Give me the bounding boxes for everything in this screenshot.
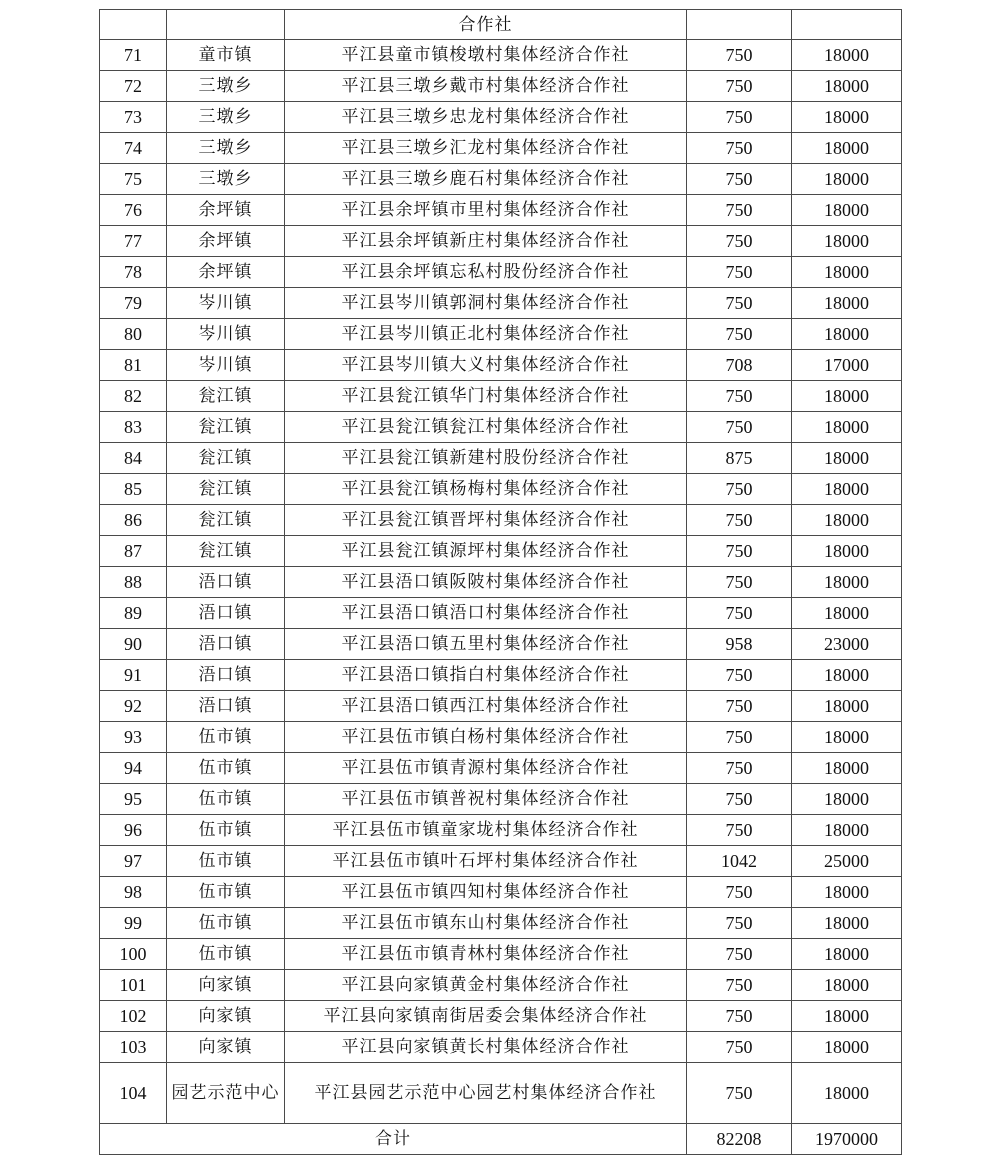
- cell-town: 浯口镇: [167, 691, 285, 722]
- cell-town: 伍市镇: [167, 784, 285, 815]
- cell-no: 75: [100, 164, 167, 195]
- cell-area: 750: [687, 660, 792, 691]
- cell-amount: 18000: [792, 195, 902, 226]
- cell-name: 平江县瓮江镇华门村集体经济合作社: [285, 381, 687, 412]
- cell-town: 伍市镇: [167, 753, 285, 784]
- cell-amount: 17000: [792, 350, 902, 381]
- cell-amount: 18000: [792, 71, 902, 102]
- cell-town: 浯口镇: [167, 598, 285, 629]
- cell-area: 750: [687, 474, 792, 505]
- table-row: [100, 784, 902, 815]
- cell-town: 瓮江镇: [167, 505, 285, 536]
- cell-no: 83: [100, 412, 167, 443]
- cell-area: 750: [687, 412, 792, 443]
- cell-name: 平江县瓮江镇杨梅村集体经济合作社: [285, 474, 687, 505]
- cell-amount: 18000: [792, 722, 902, 753]
- cell-town: 瓮江镇: [167, 381, 285, 412]
- cell-amount: 25000: [792, 846, 902, 877]
- table-row: [100, 1032, 902, 1063]
- cell-no: 90: [100, 629, 167, 660]
- cell-no: 88: [100, 567, 167, 598]
- cell-area: 750: [687, 753, 792, 784]
- table-row: [100, 195, 902, 226]
- cell-town: 岑川镇: [167, 350, 285, 381]
- cell-name: 平江县伍市镇普祝村集体经济合作社: [285, 784, 687, 815]
- table-row: [100, 536, 902, 567]
- cell-no: 77: [100, 226, 167, 257]
- table-row: [100, 505, 902, 536]
- cell-town: 余坪镇: [167, 257, 285, 288]
- cell-area: 750: [687, 1001, 792, 1032]
- cell-town: 向家镇: [167, 1001, 285, 1032]
- cell-no: 81: [100, 350, 167, 381]
- cell-name: 平江县余坪镇新庄村集体经济合作社: [285, 226, 687, 257]
- cell-town: 三墩乡: [167, 102, 285, 133]
- table-row: [100, 567, 902, 598]
- cell-amount: 18000: [792, 691, 902, 722]
- cell-amount: 18000: [792, 257, 902, 288]
- cell-name: 平江县瓮江镇晋坪村集体经济合作社: [285, 505, 687, 536]
- cell-amount: 18000: [792, 753, 902, 784]
- cell-no: 76: [100, 195, 167, 226]
- cell-town: 童市镇: [167, 40, 285, 71]
- cell-amount: 18000: [792, 288, 902, 319]
- cell-amount: 18000: [792, 102, 902, 133]
- total-row: [100, 1124, 902, 1155]
- cell-amount: 18000: [792, 40, 902, 71]
- table-row: [100, 474, 902, 505]
- cell-name: 平江县瓮江镇瓮江村集体经济合作社: [285, 412, 687, 443]
- cell-town: 伍市镇: [167, 877, 285, 908]
- cell-area: 708: [687, 350, 792, 381]
- cell-no: 78: [100, 257, 167, 288]
- table-row: [100, 102, 902, 133]
- table-row: [100, 443, 902, 474]
- cell-area: 750: [687, 536, 792, 567]
- table-row: [100, 412, 902, 443]
- cell-area: 750: [687, 257, 792, 288]
- cell-name: 平江县三墩乡忠龙村集体经济合作社: [285, 102, 687, 133]
- table-row: [100, 753, 902, 784]
- cell-area: 1042: [687, 846, 792, 877]
- cell-no: 87: [100, 536, 167, 567]
- cell-area: 750: [687, 71, 792, 102]
- cell-name: 合作社: [285, 10, 687, 40]
- cell-name: 平江县瓮江镇源坪村集体经济合作社: [285, 536, 687, 567]
- cell-area: 750: [687, 1063, 792, 1124]
- cell-no: 92: [100, 691, 167, 722]
- cell-no: 71: [100, 40, 167, 71]
- cell-name: 平江县向家镇南街居委会集体经济合作社: [285, 1001, 687, 1032]
- table-row: [100, 164, 902, 195]
- cell-name: 平江县伍市镇东山村集体经济合作社: [285, 908, 687, 939]
- cell-area: 750: [687, 722, 792, 753]
- table-row: [100, 970, 902, 1001]
- cell-area: 750: [687, 691, 792, 722]
- cell-no: 73: [100, 102, 167, 133]
- cell-town: 三墩乡: [167, 164, 285, 195]
- cell-area: 750: [687, 505, 792, 536]
- total-area: 82208: [687, 1124, 792, 1155]
- cell-no: 103: [100, 1032, 167, 1063]
- cell-town: 向家镇: [167, 1032, 285, 1063]
- cell-name: 平江县伍市镇叶石坪村集体经济合作社: [285, 846, 687, 877]
- table-row: [100, 288, 902, 319]
- cell-no: 94: [100, 753, 167, 784]
- cell-amount: 18000: [792, 319, 902, 350]
- cell-amount: 18000: [792, 784, 902, 815]
- cell-town: 瓮江镇: [167, 443, 285, 474]
- table-row: [100, 350, 902, 381]
- cell-no: 95: [100, 784, 167, 815]
- table-row: [100, 71, 902, 102]
- table-row: [100, 598, 902, 629]
- cell-no: 85: [100, 474, 167, 505]
- cell-no: 100: [100, 939, 167, 970]
- cell-no: 104: [100, 1063, 167, 1124]
- cell-town: 余坪镇: [167, 195, 285, 226]
- cell-amount: 18000: [792, 474, 902, 505]
- total-label: 合计: [100, 1124, 687, 1155]
- table-row: [100, 691, 902, 722]
- cell-name: 平江县童市镇梭墩村集体经济合作社: [285, 40, 687, 71]
- cell-amount: 18000: [792, 1063, 902, 1124]
- allocation-table-page: [99, 9, 901, 1155]
- cell-town: 岑川镇: [167, 319, 285, 350]
- table-body: [100, 10, 902, 1155]
- cell-town: [167, 10, 285, 40]
- cell-name: 平江县向家镇黄长村集体经济合作社: [285, 1032, 687, 1063]
- cell-town: 伍市镇: [167, 908, 285, 939]
- table-row: [100, 722, 902, 753]
- cell-name: 平江县岑川镇正北村集体经济合作社: [285, 319, 687, 350]
- cell-name: 平江县伍市镇青林村集体经济合作社: [285, 939, 687, 970]
- cell-amount: 18000: [792, 381, 902, 412]
- cell-town: 瓮江镇: [167, 474, 285, 505]
- table-row: [100, 877, 902, 908]
- table-row: [100, 257, 902, 288]
- cell-amount: 18000: [792, 660, 902, 691]
- cell-no: 80: [100, 319, 167, 350]
- cell-no: 102: [100, 1001, 167, 1032]
- cell-area: 750: [687, 598, 792, 629]
- cell-amount: 18000: [792, 815, 902, 846]
- cell-no: [100, 10, 167, 40]
- cell-area: 750: [687, 226, 792, 257]
- cell-amount: [792, 10, 902, 40]
- cell-amount: 23000: [792, 629, 902, 660]
- table-row: [100, 133, 902, 164]
- cell-name: 平江县伍市镇白杨村集体经济合作社: [285, 722, 687, 753]
- cell-name: 平江县三墩乡汇龙村集体经济合作社: [285, 133, 687, 164]
- cell-area: 750: [687, 164, 792, 195]
- cell-name: 平江县浯口镇五里村集体经济合作社: [285, 629, 687, 660]
- table-row: [100, 1001, 902, 1032]
- table-row: [100, 1063, 902, 1124]
- cell-amount: 18000: [792, 567, 902, 598]
- cell-town: 瓮江镇: [167, 536, 285, 567]
- cell-amount: 18000: [792, 877, 902, 908]
- cell-no: 98: [100, 877, 167, 908]
- cell-area: 750: [687, 567, 792, 598]
- cell-name: 平江县浯口镇浯口村集体经济合作社: [285, 598, 687, 629]
- cell-area: 750: [687, 784, 792, 815]
- cell-town: 岑川镇: [167, 288, 285, 319]
- table-row: [100, 40, 902, 71]
- cell-town: 瓮江镇: [167, 412, 285, 443]
- cell-amount: 18000: [792, 226, 902, 257]
- cell-no: 74: [100, 133, 167, 164]
- continued-row: [100, 10, 902, 40]
- cell-no: 82: [100, 381, 167, 412]
- cell-area: 875: [687, 443, 792, 474]
- cell-no: 99: [100, 908, 167, 939]
- cell-area: 750: [687, 381, 792, 412]
- cell-area: 750: [687, 1032, 792, 1063]
- cell-town: 浯口镇: [167, 660, 285, 691]
- cell-town: 伍市镇: [167, 939, 285, 970]
- cell-name: 平江县三墩乡戴市村集体经济合作社: [285, 71, 687, 102]
- cell-name: 平江县园艺示范中心园艺村集体经济合作社: [285, 1063, 687, 1124]
- cell-no: 96: [100, 815, 167, 846]
- cell-town: 余坪镇: [167, 226, 285, 257]
- cell-amount: 18000: [792, 939, 902, 970]
- cell-name: 平江县向家镇黄金村集体经济合作社: [285, 970, 687, 1001]
- cell-name: 平江县余坪镇市里村集体经济合作社: [285, 195, 687, 226]
- cell-no: 86: [100, 505, 167, 536]
- cell-no: 91: [100, 660, 167, 691]
- cell-name: 平江县伍市镇四知村集体经济合作社: [285, 877, 687, 908]
- table-row: [100, 846, 902, 877]
- cell-no: 101: [100, 970, 167, 1001]
- table-row: [100, 381, 902, 412]
- cell-area: 750: [687, 970, 792, 1001]
- cell-amount: 18000: [792, 412, 902, 443]
- cell-no: 97: [100, 846, 167, 877]
- table-row: [100, 319, 902, 350]
- cell-amount: 18000: [792, 908, 902, 939]
- cell-area: 750: [687, 40, 792, 71]
- cell-no: 79: [100, 288, 167, 319]
- cell-area: 750: [687, 939, 792, 970]
- cell-name: 平江县浯口镇指白村集体经济合作社: [285, 660, 687, 691]
- cell-town: 伍市镇: [167, 846, 285, 877]
- cell-no: 72: [100, 71, 167, 102]
- cell-town: 三墩乡: [167, 71, 285, 102]
- cell-town: 三墩乡: [167, 133, 285, 164]
- cell-area: 750: [687, 877, 792, 908]
- cell-name: 平江县余坪镇忘私村股份经济合作社: [285, 257, 687, 288]
- cell-town: 园艺示范中心: [167, 1063, 285, 1124]
- cell-area: 750: [687, 319, 792, 350]
- cell-amount: 18000: [792, 536, 902, 567]
- cell-name: 平江县浯口镇西江村集体经济合作社: [285, 691, 687, 722]
- cell-name: 平江县瓮江镇新建村股份经济合作社: [285, 443, 687, 474]
- table-row: [100, 939, 902, 970]
- cell-area: [687, 10, 792, 40]
- cell-name: 平江县岑川镇郭洞村集体经济合作社: [285, 288, 687, 319]
- cell-area: 750: [687, 133, 792, 164]
- cell-amount: 18000: [792, 1001, 902, 1032]
- cell-amount: 18000: [792, 133, 902, 164]
- table-row: [100, 226, 902, 257]
- cell-name: 平江县浯口镇阪陂村集体经济合作社: [285, 567, 687, 598]
- cell-name: 平江县伍市镇青源村集体经济合作社: [285, 753, 687, 784]
- cell-amount: 18000: [792, 505, 902, 536]
- table-row: [100, 815, 902, 846]
- cell-town: 向家镇: [167, 970, 285, 1001]
- cell-name: 平江县伍市镇童家垅村集体经济合作社: [285, 815, 687, 846]
- cell-area: 750: [687, 288, 792, 319]
- table-row: [100, 629, 902, 660]
- cell-area: 750: [687, 195, 792, 226]
- cell-no: 89: [100, 598, 167, 629]
- total-amount: 1970000: [792, 1124, 902, 1155]
- cell-town: 浯口镇: [167, 567, 285, 598]
- cell-amount: 18000: [792, 598, 902, 629]
- cell-town: 浯口镇: [167, 629, 285, 660]
- table-row: [100, 908, 902, 939]
- cell-area: 958: [687, 629, 792, 660]
- cell-amount: 18000: [792, 164, 902, 195]
- cell-amount: 18000: [792, 970, 902, 1001]
- cell-name: 平江县三墩乡鹿石村集体经济合作社: [285, 164, 687, 195]
- cell-name: 平江县岑川镇大义村集体经济合作社: [285, 350, 687, 381]
- cell-amount: 18000: [792, 1032, 902, 1063]
- cell-town: 伍市镇: [167, 815, 285, 846]
- cell-no: 93: [100, 722, 167, 753]
- cell-amount: 18000: [792, 443, 902, 474]
- cell-no: 84: [100, 443, 167, 474]
- table-row: [100, 660, 902, 691]
- cell-area: 750: [687, 908, 792, 939]
- cell-area: 750: [687, 102, 792, 133]
- cell-town: 伍市镇: [167, 722, 285, 753]
- cell-area: 750: [687, 815, 792, 846]
- allocation-table: [99, 9, 902, 1155]
